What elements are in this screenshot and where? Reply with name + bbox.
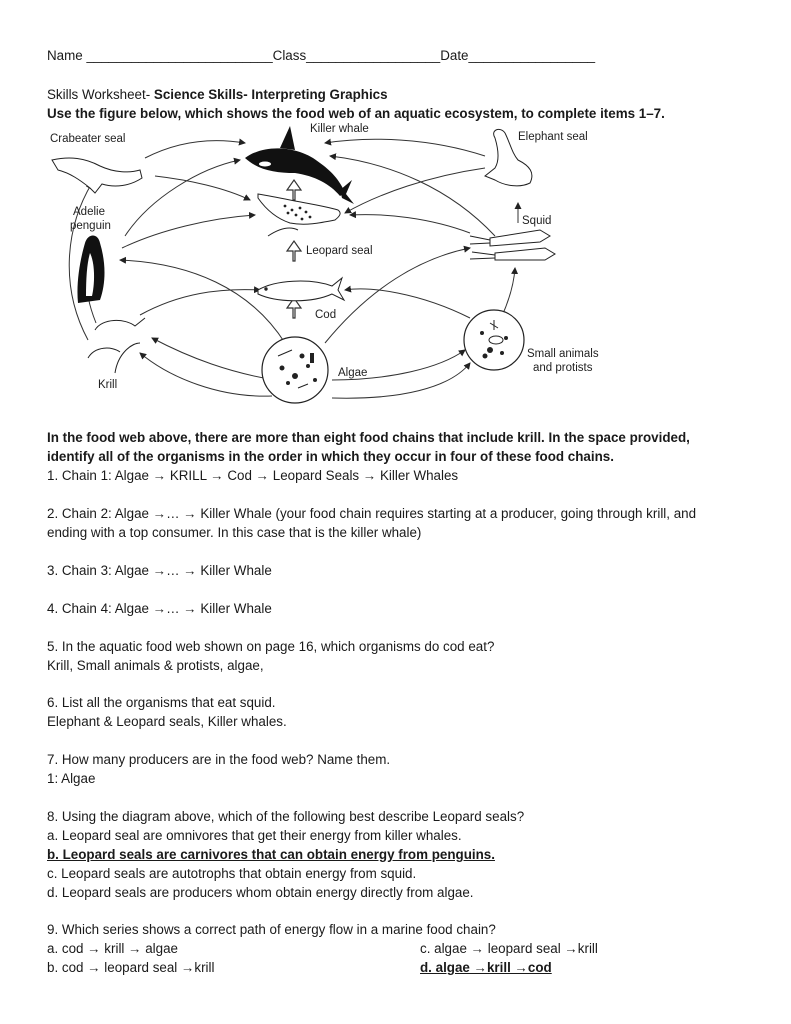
label-elephant-seal: Elephant seal xyxy=(518,131,588,143)
class-label: Class xyxy=(272,48,307,63)
date-field[interactable]: _________________ xyxy=(468,48,596,63)
question-5: 5. In the aquatic food web shown on page 16, which organisms do cod eat? xyxy=(47,639,495,654)
question-7: 7. How many producers are in the food web? Name them. xyxy=(47,752,391,767)
student-info-line xyxy=(47,47,595,64)
q9-option-a: a. cod → krill → algae xyxy=(47,941,178,956)
label-krill: Krill xyxy=(98,379,118,391)
date-label: Date xyxy=(440,48,469,63)
question-8: 8. Using the diagram above, which of the following best describe Leopard seals? xyxy=(47,809,525,824)
question-6: 6. List all the organisms that eat squid. xyxy=(47,695,276,710)
instruction: Use the figure below, which shows the food web of an aquatic ecosystem, to complete items 1–7. xyxy=(47,106,665,121)
label-penguin: penguin xyxy=(70,220,111,232)
section-intro-line2: identify all of the organisms in the order in which they occur in four of these food chains. xyxy=(47,449,614,464)
adelie-penguin-icon xyxy=(77,236,104,304)
killer-whale-icon xyxy=(245,126,354,204)
small-animals-protists-icon xyxy=(464,310,524,370)
food-web-diagram xyxy=(40,118,620,410)
up-arrow-icon xyxy=(287,241,301,261)
label-and-protists: and protists xyxy=(533,362,593,374)
label-small-animals: Small animals xyxy=(527,348,599,360)
cod-icon xyxy=(258,278,344,301)
crabeater-seal-icon xyxy=(52,158,142,193)
answer-6: Elephant & Leopard seals, Killer whales. xyxy=(47,714,287,729)
label-crabeater-seal: Crabeater seal xyxy=(50,133,126,145)
section-intro-line1: In the food web above, there are more than eight food chains that include krill. In the space provided, xyxy=(47,430,690,445)
q9-option-d-selected: d. algae →krill →cod xyxy=(420,960,552,975)
label-adelie: Adelie xyxy=(73,206,105,218)
title-prefix: Skills Worksheet- xyxy=(47,87,154,102)
label-leopard-seal: Leopard seal xyxy=(306,245,373,257)
class-field[interactable]: __________________ xyxy=(306,48,441,63)
question-2-line1: 2. Chain 2: Algae →… → Killer Whale (your food chain requires starting at a producer, going through krill, and xyxy=(47,506,697,521)
worksheet-title xyxy=(47,86,388,103)
question-9: 9. Which series shows a correct path of energy flow in a marine food chain? xyxy=(47,922,496,937)
krill-icon xyxy=(88,318,145,373)
answer-5: Krill, Small animals & protists, algae, xyxy=(47,658,264,673)
question-1: 1. Chain 1: Algae → KRILL → Cod → Leopard Seals → Killer Whales xyxy=(47,468,459,483)
q9-option-c: c. algae → leopard seal →krill xyxy=(420,941,598,956)
algae-icon xyxy=(262,337,328,403)
label-cod: Cod xyxy=(315,309,337,321)
squid-icon xyxy=(470,230,555,260)
leopard-seal-icon xyxy=(258,194,340,236)
label-algae: Algae xyxy=(338,367,368,379)
title-bold: Science Skills- Interpreting Graphics xyxy=(153,87,388,102)
question-3: 3. Chain 3: Algae →… → Killer Whale xyxy=(47,563,272,578)
q8-option-a: a. Leopard seal are omnivores that get their energy from killer whales. xyxy=(47,828,462,843)
label-killer-whale: Killer whale xyxy=(310,123,369,135)
label-squid: Squid xyxy=(522,215,552,227)
question-2-line2: ending with a top consumer. In this case that is the killer whale) xyxy=(47,525,422,540)
q8-option-b-selected: b. Leopard seals are carnivores that can obtain energy from penguins. xyxy=(47,847,495,862)
name-label: Name xyxy=(47,48,83,63)
q8-option-d: d. Leopard seals are producers whom obtain energy directly from algae. xyxy=(47,885,474,900)
q8-option-c: c. Leopard seals are autotrophs that obtain energy from squid. xyxy=(47,866,417,881)
name-field[interactable]: _________________________ xyxy=(86,48,273,63)
up-arrow-icon xyxy=(287,180,301,200)
q9-option-b: b. cod → leopard seal →krill xyxy=(47,960,215,975)
answer-7: 1: Algae xyxy=(47,771,96,786)
question-4: 4. Chain 4: Algae →… → Killer Whale xyxy=(47,601,272,616)
